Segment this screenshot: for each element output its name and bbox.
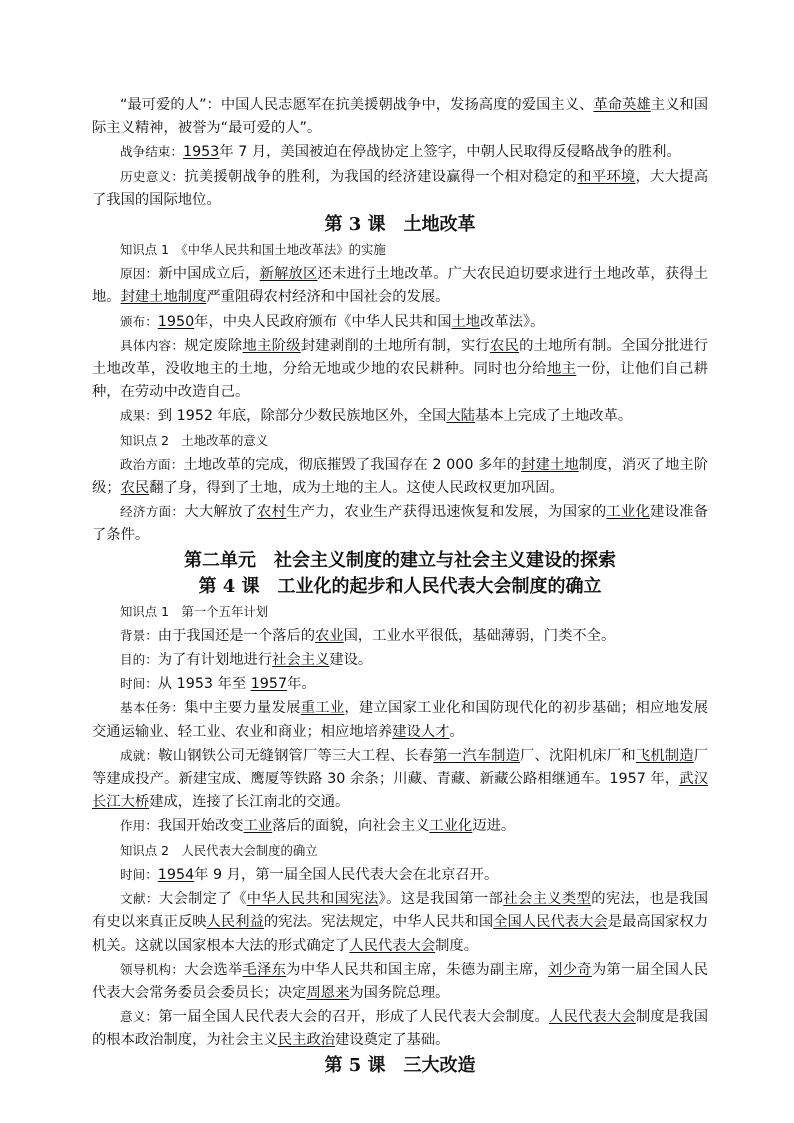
- paragraph-document: [92, 887, 708, 958]
- paragraph-label: 背景：: [120, 627, 158, 643]
- text-run: 为中华人民共和国主席，朱德为副主席，: [286, 961, 549, 978]
- underlined-term: 人民代表大会: [349, 937, 436, 954]
- paragraph-label: 文献：: [120, 891, 159, 907]
- knowledge-point-3-2: [92, 429, 708, 453]
- text-run: 。: [449, 723, 464, 740]
- paragraph-label: 成就：: [120, 747, 159, 763]
- paragraph-label: 颁布：: [120, 313, 158, 329]
- knowledge-point-4-2: [92, 839, 708, 863]
- underlined-term: 1957: [250, 676, 288, 693]
- text-run: 大会选举: [184, 961, 243, 978]
- paragraph-label: 历史意义：: [120, 168, 185, 184]
- underlined-term: 封建土地制度: [120, 289, 207, 306]
- knowledge-point-4-1: [92, 600, 708, 624]
- underlined-term: 周恩来: [306, 984, 350, 1001]
- underlined-term: 工业化: [429, 818, 473, 835]
- paragraph-result: [92, 404, 708, 428]
- paragraph-label: 政治方面：: [120, 456, 184, 472]
- underlined-term: 地主: [546, 361, 577, 378]
- underlined-term: 人民代表大会: [549, 1009, 636, 1026]
- underlined-term: 1953: [182, 144, 220, 161]
- paragraph-label: 战争结束：: [120, 144, 183, 160]
- text-run: ，大大提高了我国的国际地位。: [92, 168, 709, 208]
- text-run: 土地改革的完成，彻底摧毁了我国存在 2 000 多年的: [183, 456, 522, 473]
- paragraph-label: 时间：: [120, 866, 158, 882]
- paragraph-most-lovable: [92, 94, 708, 140]
- paragraph-time-2: [92, 863, 708, 887]
- paragraph-effect: [92, 814, 708, 838]
- paragraph-achievements: [92, 744, 708, 815]
- underlined-term: 全国人民代表大会: [493, 914, 608, 931]
- underlined-term: 人民利益: [206, 914, 264, 931]
- text-run: 大会制定了《: [158, 891, 247, 908]
- underlined-term: 1950: [157, 313, 195, 330]
- text-run: 基本上完成了土地改革。: [474, 408, 633, 425]
- text-run: 规定废除: [184, 337, 243, 354]
- paragraph-label: 原因：: [120, 266, 159, 282]
- underlined-term: 武汉长江大桥: [92, 771, 708, 811]
- text-run: 新中国成立后，: [158, 266, 260, 283]
- text-run: 我国开始改变: [157, 818, 244, 835]
- text-run: 集中主要力量发展: [184, 700, 301, 717]
- underlined-term: 农村: [257, 504, 287, 521]
- underlined-term: 重工业: [300, 700, 345, 717]
- paragraph-economy: [92, 500, 708, 547]
- text-run: 第一届全国人民代表大会的召开，形成了人民代表大会制度。: [158, 1009, 550, 1026]
- underlined-term: 1954: [157, 866, 195, 883]
- paragraph-meaning: [92, 1005, 708, 1052]
- paragraph-label: 领导机构：: [120, 961, 185, 977]
- text-run: “最可爱的人”：中国人民志愿军在抗美援朝战争中，发扬高度的爱国主义、: [120, 97, 594, 113]
- text-run: 为了有计划地进行: [157, 652, 273, 669]
- underlined-term: 社会主义: [272, 652, 330, 669]
- text-run: 厂等建成投产。新建宝成、鹰厦等铁路 30 余条；川藏、青藏、新藏公路相继通车。1957 年，: [92, 747, 709, 788]
- underlined-term: 革命英雄: [593, 97, 651, 113]
- text-run: ，建立国家工业化和国防现代化的初步基础；相应地发展交通运输业、轻工业、农业和商业；相应地培养: [92, 700, 709, 740]
- document-page: [92, 94, 708, 1079]
- paragraph-background: [92, 624, 708, 648]
- knowledge-point-3-1: [92, 238, 708, 262]
- text-run: 年 9 月，第一届全国人民代表大会在北京召开。: [194, 866, 499, 883]
- text-run: 改革法》。: [480, 313, 545, 330]
- text-run: 封建剥削的土地所有制，实行: [300, 337, 490, 354]
- text-run: 年。: [287, 676, 316, 693]
- text-run: 的土地所有制。全国分批进行土地改革，没收地主的土地，分给无地或少地的农民耕种。同时也分给: [92, 337, 709, 378]
- text-run: 到 1952 年底，除部分少数民族地区外，全国: [157, 408, 447, 425]
- underlined-term: 建设人才: [392, 723, 450, 740]
- text-run: 国，工业水平很低，基础薄弱，门类不全。: [343, 627, 616, 644]
- text-run: 迈进。: [472, 818, 516, 835]
- underlined-term: 社会主义类型: [503, 891, 592, 908]
- text-run: 的宪法，也是我国有史以来真正反映: [92, 891, 709, 931]
- underlined-term: 新解放区: [259, 266, 318, 283]
- text-run: 主义和国际主义精神，被誉为“最可爱的人”。: [92, 97, 709, 137]
- paragraph-time-1: [92, 672, 708, 696]
- text-run: 为国务院总理。: [349, 984, 450, 1001]
- underlined-term: 和平环境: [577, 168, 636, 185]
- text-run: 建设奠定了基础。: [335, 1032, 450, 1049]
- underlined-term: 工业化: [606, 504, 651, 521]
- underlined-term: 第一汽车制造: [433, 747, 521, 764]
- text-run: 》。这是我国第一部: [378, 891, 504, 908]
- text-run: 还未进行土地改革。广大农民迫切要求进行土地改革，获得土地。: [92, 266, 709, 306]
- paragraph-label: 作用：: [120, 818, 158, 834]
- text-run: 年 7 月，美国被迫在停战协定上签字，中朝人民取得反侵略战争的胜利。: [219, 144, 681, 161]
- text-run: 年，中央人民政府颁布《中华人民共和国: [194, 313, 452, 330]
- paragraph-label: 基本任务：: [120, 700, 185, 716]
- text-run: 由于我国还是一个落后的: [157, 627, 316, 644]
- underlined-term: 地主阶级: [242, 337, 301, 354]
- paragraph-war-end: [92, 140, 708, 164]
- lesson-3-title: 第 3 课 土地改革: [324, 214, 476, 236]
- paragraph-label: 成果：: [120, 408, 158, 424]
- paragraph-basic-task: [92, 696, 708, 743]
- underlined-term: 民主政治: [277, 1032, 336, 1049]
- paragraph-leadership: [92, 958, 708, 1005]
- underlined-term: 农民: [489, 337, 520, 354]
- underlined-term: 大陆: [446, 408, 475, 425]
- text-run: 制度，消灭了地主阶级；: [92, 456, 708, 497]
- paragraph-label: 目的：: [120, 652, 158, 668]
- underlined-term: 飞机制造: [635, 747, 694, 764]
- text-run: 鞍山钢铁公司无缝钢管厂等三大工程、长春: [158, 747, 434, 764]
- paragraph-content: [92, 334, 708, 405]
- underlined-term: 毛泽东: [242, 961, 287, 978]
- paragraph-reason: [92, 262, 708, 309]
- text-run: 翻了身，得到了土地，成为土地的主人。这使人民政权更加巩固。: [149, 480, 564, 497]
- underlined-term: 刘少奇: [548, 961, 592, 978]
- text-run: 建成，连接了长江南北的交通。: [149, 794, 350, 811]
- underlined-term: 农业: [315, 627, 344, 644]
- unit-2-title: 第二单元 社会主义制度的建立与社会主义建设的探索: [184, 549, 616, 571]
- text-run: 知识点 1 第一个五年计划: [120, 603, 269, 619]
- text-run: 制度是我国的根本政治制度，为社会主义: [92, 1009, 709, 1049]
- text-run: 知识点 1 《中华人民共和国土地改革法》的实施: [120, 242, 386, 258]
- text-run: 厂、沈阳机床厂和: [520, 747, 636, 764]
- text-run: 制度。: [435, 937, 479, 954]
- text-run: 知识点 2 土地改革的意义: [120, 432, 269, 448]
- paragraph-label: 具体内容：: [120, 337, 185, 353]
- paragraph-label: 经济方面：: [120, 504, 185, 520]
- lesson-4-title: 第 4 课 工业化的起步和人民代表大会制度的确立: [198, 575, 602, 597]
- text-run: 大大解放了: [184, 504, 258, 521]
- paragraph-promulgate: [92, 310, 708, 334]
- underlined-term: 封建土地: [521, 456, 579, 473]
- paragraph-historical-significance: [92, 165, 708, 212]
- underlined-term: 工业: [243, 818, 273, 835]
- text-run: 抗美援朝战争的胜利，为我国的经济建设赢得一个相对稳定的: [184, 168, 578, 185]
- text-run: 一份，让他们自己耕种，在劳动中改造自己。: [92, 361, 709, 401]
- underlined-term: 土地: [451, 313, 481, 330]
- text-run: 落后的面貌，向社会主义: [272, 818, 430, 835]
- paragraph-purpose: [92, 648, 708, 672]
- text-run: 生产力，农业生产获得迅速恢复和发展，为国家的: [286, 504, 607, 521]
- text-run: 知识点 2 人民代表大会制度的确立: [120, 842, 318, 858]
- paragraph-label: 时间：: [120, 676, 158, 692]
- paragraph-politics: [92, 453, 708, 500]
- text-run: 建设。: [329, 652, 373, 669]
- paragraph-label: 意义：: [120, 1009, 159, 1025]
- underlined-term: 中华人民共和国宪法: [246, 891, 379, 908]
- text-run: 的宪法。宪法规定，中华人民共和国: [263, 914, 494, 931]
- text-run: 从 1953 年至: [157, 676, 251, 693]
- lesson-5-title: 第 5 课 三大改造: [324, 1054, 476, 1076]
- underlined-term: 农民: [120, 480, 150, 497]
- text-run: 建设准备了条件。: [92, 504, 709, 544]
- text-run: 是最高国家权力机关。这就以国家根本大法的形式确定了: [92, 914, 709, 954]
- text-run: 为第一届全国人民代表大会常务委员会委员长；决定: [92, 961, 709, 1001]
- text-run: 严重阻碍农村经济和中国社会的发展。: [206, 289, 450, 306]
